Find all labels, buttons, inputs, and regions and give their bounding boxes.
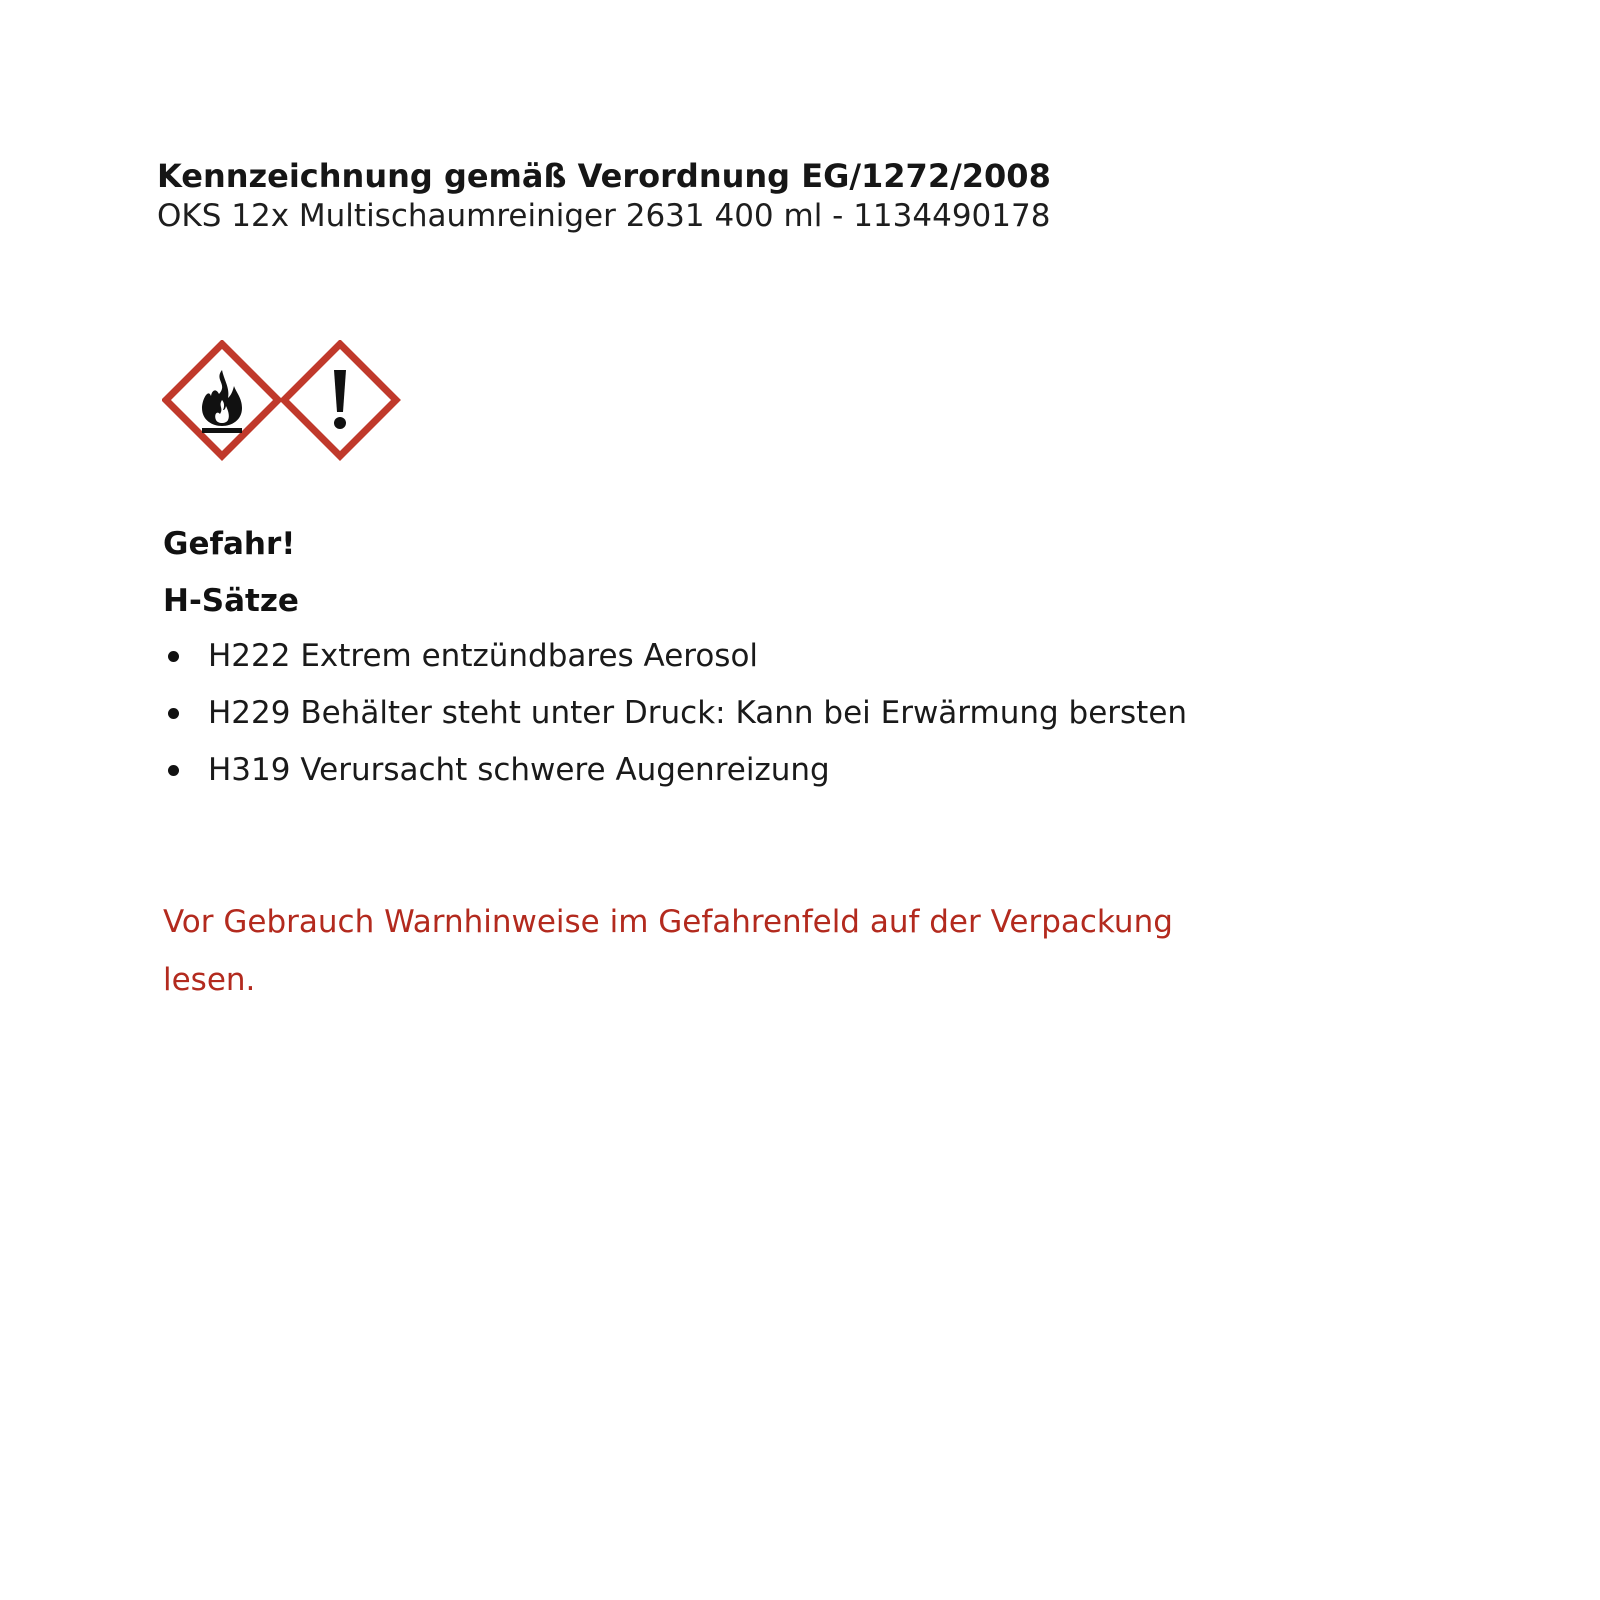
ghs-pictogram-row: [162, 340, 402, 462]
bullet-icon: [168, 708, 179, 719]
signal-word: Gefahr!: [163, 526, 296, 562]
page-title: Kennzeichnung gemäß Verordnung EG/1272/2008: [157, 157, 1051, 195]
exclamation-ghs-pictogram-icon: [284, 344, 396, 456]
document-header: [157, 156, 1051, 236]
list-item: [163, 750, 1187, 807]
bullet-icon: [168, 765, 179, 776]
h-statement-text: H319 Verursacht schwere Augenreizung: [208, 752, 830, 788]
h-statements-heading: H-Sätze: [163, 583, 299, 619]
h-statement-text: H222 Extrem entzündbares Aerosol: [208, 638, 759, 674]
list-item: [163, 636, 1187, 693]
bullet-icon: [168, 651, 179, 662]
list-item: [163, 693, 1187, 750]
product-subtitle: OKS 12x Multischaumreiniger 2631 400 ml - 1134490178: [157, 198, 1051, 234]
flame-ghs-pictogram-icon: [166, 344, 278, 456]
h-statement-text: H229 Behälter steht unter Druck: Kann bei Erwärmung bersten: [208, 695, 1188, 731]
hazard-pictograms: [162, 340, 402, 462]
usage-warning-note: Vor Gebrauch Warnhinweise im Gefahrenfeld auf der Verpackung lesen.: [163, 904, 1173, 998]
h-statements-list: [163, 636, 1187, 807]
